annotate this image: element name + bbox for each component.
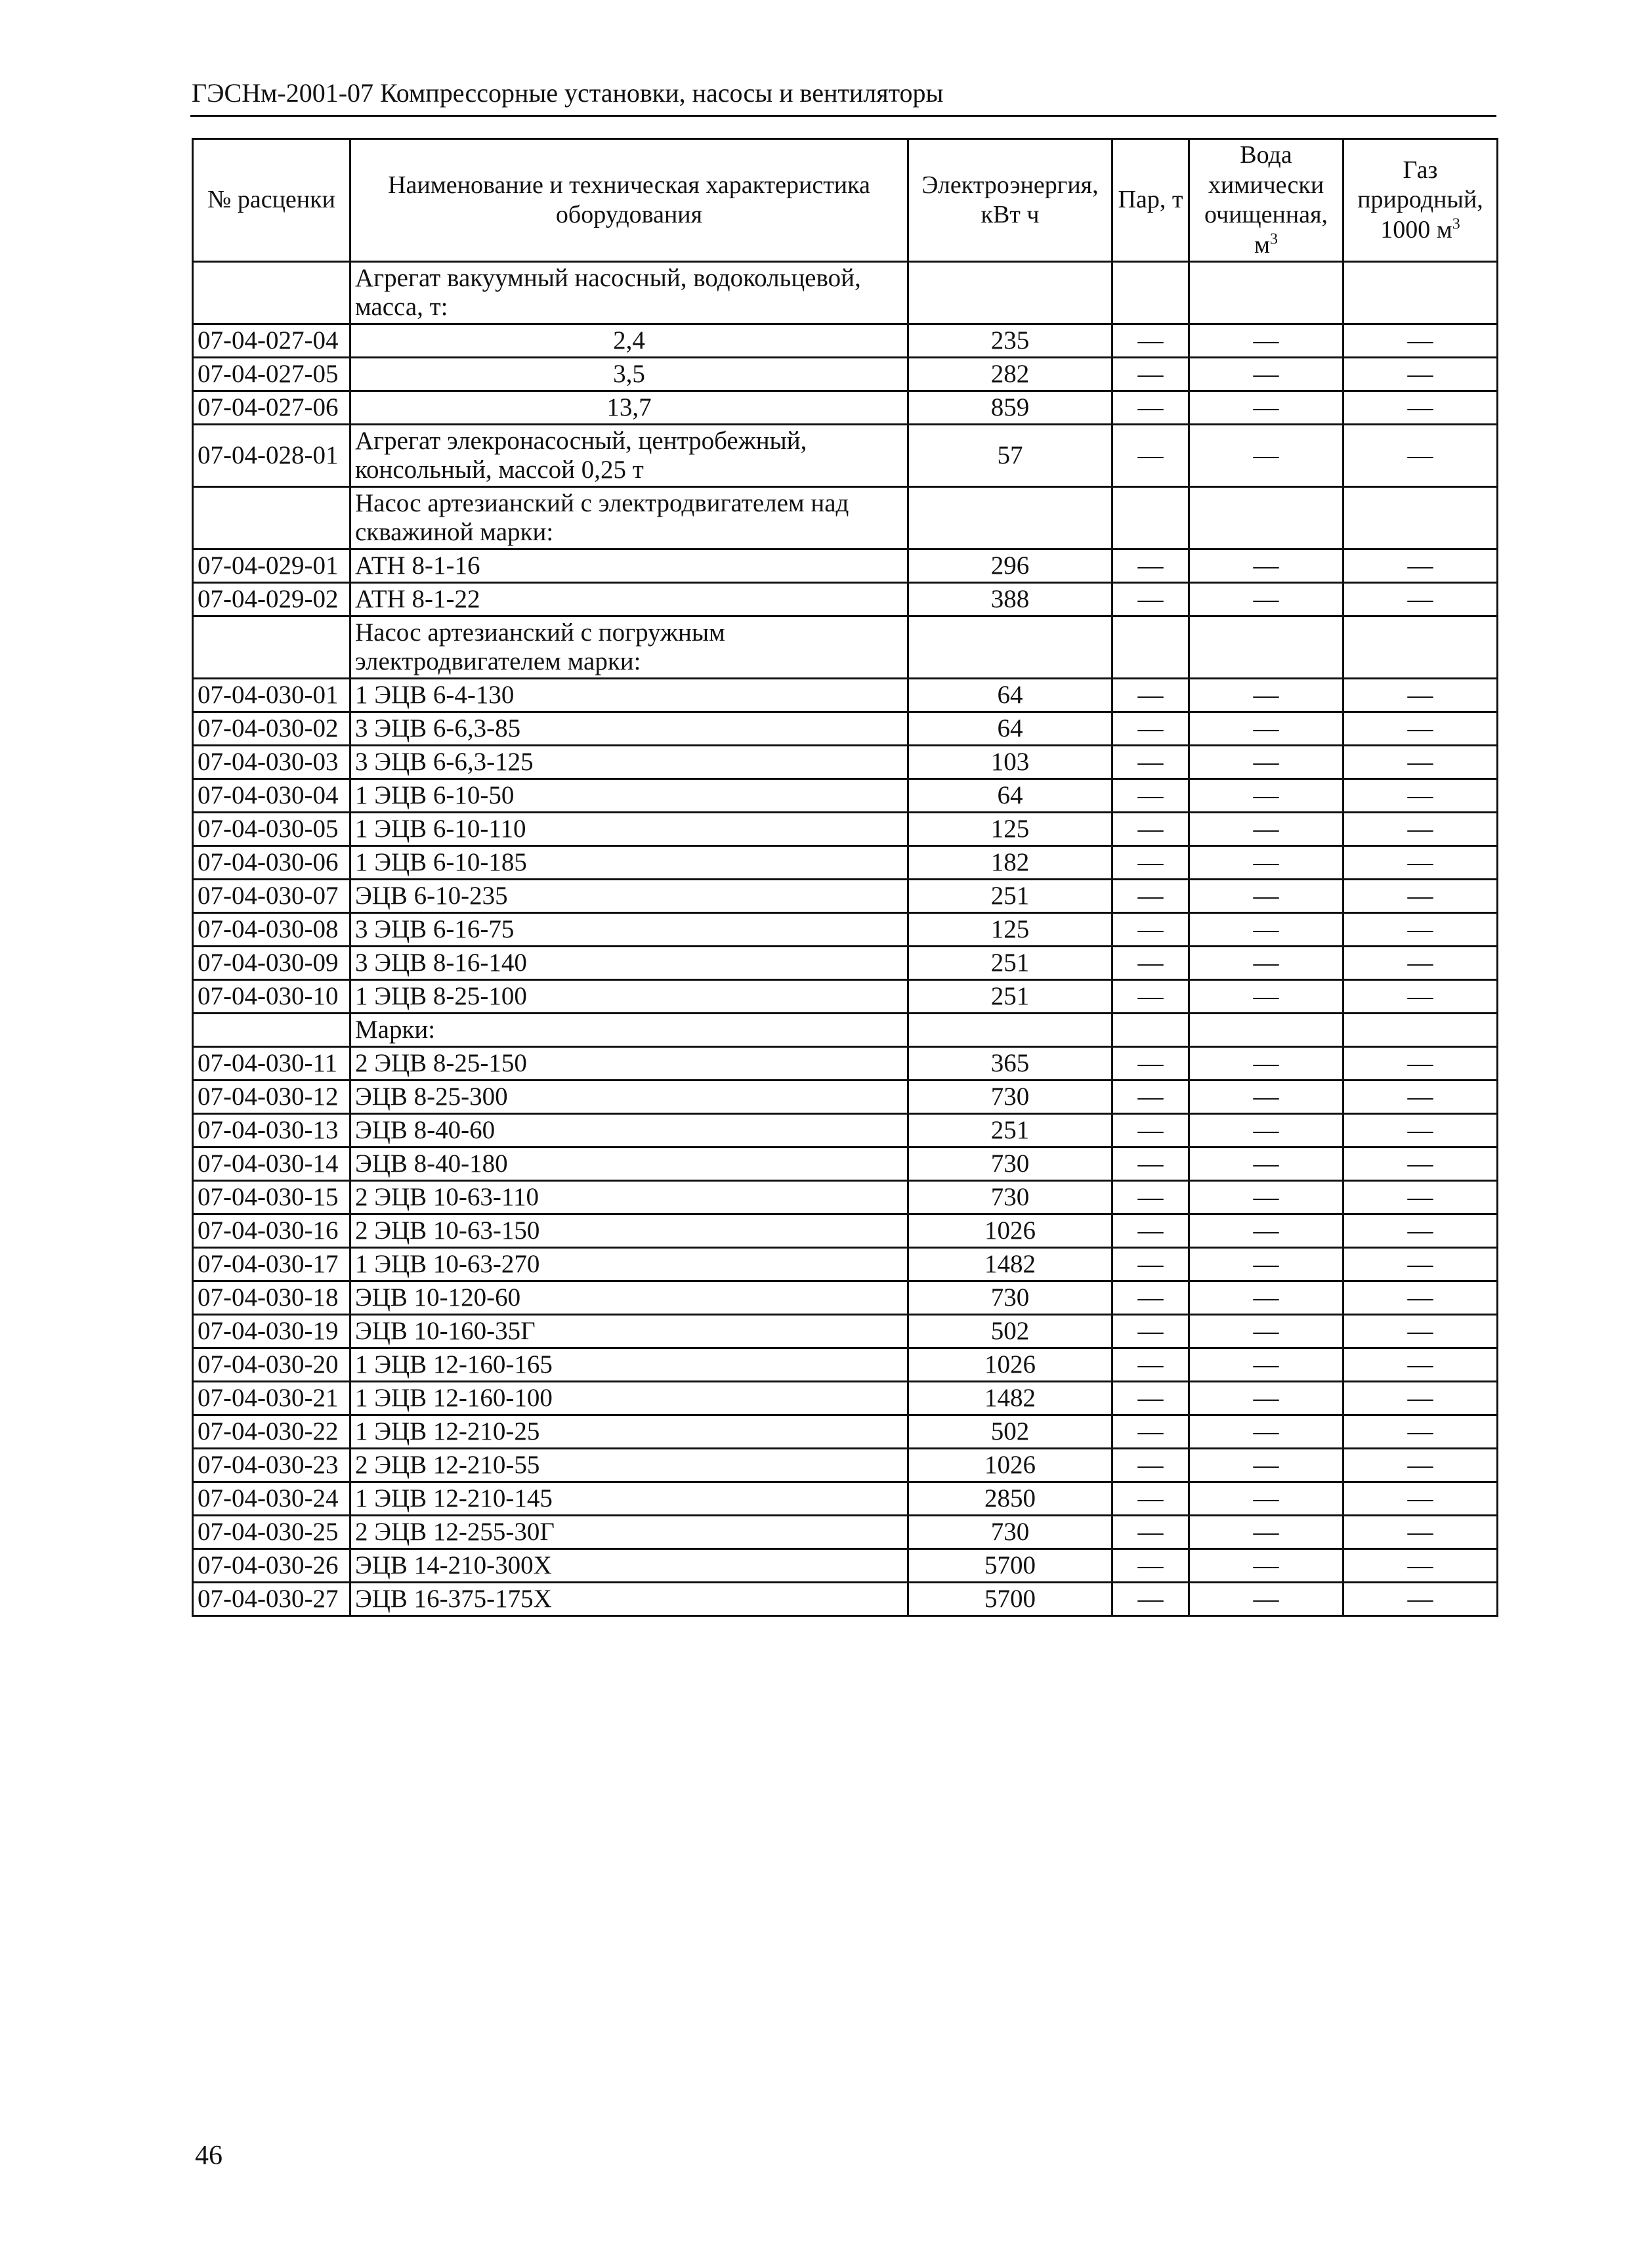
cell-gas: —: [1343, 1147, 1498, 1181]
cell-electricity: 502: [908, 1315, 1112, 1348]
cell-gas: —: [1343, 1248, 1498, 1281]
cell-name: 1 ЭЦВ 6-10-50: [350, 779, 908, 813]
cell-name: 1 ЭЦВ 8-25-100: [350, 980, 908, 1014]
col-header-code: № расценки: [193, 139, 350, 262]
cell-steam: —: [1112, 1047, 1189, 1081]
table-row: [193, 391, 1498, 425]
cell-gas: —: [1343, 324, 1498, 358]
cell-steam: —: [1112, 1348, 1189, 1382]
table-row: [193, 846, 1498, 880]
table-row: [193, 679, 1498, 712]
cell-water: —: [1189, 813, 1343, 846]
cell-electricity: 182: [908, 846, 1112, 880]
cell-name: 1 ЭЦВ 12-210-145: [350, 1482, 908, 1516]
cell-gas: —: [1343, 1114, 1498, 1147]
cell-electricity: 5700: [908, 1549, 1112, 1583]
cell-name: 2 ЭЦВ 12-210-55: [350, 1449, 908, 1482]
cell-water: —: [1189, 846, 1343, 880]
cell-code: 07-04-027-04: [193, 324, 350, 358]
cell-steam: [1112, 487, 1189, 549]
cell-code: 07-04-030-25: [193, 1516, 350, 1549]
cell-water: —: [1189, 679, 1343, 712]
cell-steam: —: [1112, 583, 1189, 616]
cell-water: —: [1189, 1081, 1343, 1114]
table-row: [193, 980, 1498, 1014]
table-row: [193, 1248, 1498, 1281]
cell-electricity: 1482: [908, 1382, 1112, 1415]
cell-gas: —: [1343, 1516, 1498, 1549]
cell-gas: —: [1343, 846, 1498, 880]
cell-water: —: [1189, 1281, 1343, 1315]
table-row: [193, 746, 1498, 779]
cell-water: —: [1189, 391, 1343, 425]
cell-code: 07-04-030-05: [193, 813, 350, 846]
cell-steam: —: [1112, 1382, 1189, 1415]
cell-code: 07-04-030-27: [193, 1583, 350, 1616]
cell-steam: —: [1112, 746, 1189, 779]
cell-water: —: [1189, 1415, 1343, 1449]
cell-gas: —: [1343, 1415, 1498, 1449]
cell-code: [193, 487, 350, 549]
cell-water: —: [1189, 1047, 1343, 1081]
cell-code: 07-04-030-03: [193, 746, 350, 779]
col-header-electricity: Электроэнергия, кВт ч: [908, 139, 1112, 262]
cell-electricity: 365: [908, 1047, 1112, 1081]
cell-code: 07-04-030-04: [193, 779, 350, 813]
cell-code: 07-04-030-15: [193, 1181, 350, 1214]
cell-water: —: [1189, 1449, 1343, 1482]
cell-code: 07-04-030-02: [193, 712, 350, 746]
cell-steam: —: [1112, 1114, 1189, 1147]
cell-steam: —: [1112, 779, 1189, 813]
cell-code: 07-04-030-23: [193, 1449, 350, 1482]
cell-name: ЭЦВ 6-10-235: [350, 880, 908, 913]
cell-steam: —: [1112, 947, 1189, 980]
cell-name: 3 ЭЦВ 8-16-140: [350, 947, 908, 980]
cell-name: 2 ЭЦВ 10-63-110: [350, 1181, 908, 1214]
cell-code: 07-04-030-22: [193, 1415, 350, 1449]
table-row: [193, 1147, 1498, 1181]
cell-name: Марки:: [350, 1014, 908, 1047]
cell-steam: —: [1112, 880, 1189, 913]
cell-water: —: [1189, 980, 1343, 1014]
table-row: [193, 1315, 1498, 1348]
cell-code: 07-04-030-17: [193, 1248, 350, 1281]
cell-electricity: 502: [908, 1415, 1112, 1449]
cell-steam: —: [1112, 1583, 1189, 1616]
cell-steam: —: [1112, 358, 1189, 391]
cell-steam: —: [1112, 1315, 1189, 1348]
cell-name: 3 ЭЦВ 6-6,3-85: [350, 712, 908, 746]
table-row: [193, 1081, 1498, 1114]
cell-water: —: [1189, 746, 1343, 779]
cell-water: [1189, 616, 1343, 679]
cell-gas: —: [1343, 913, 1498, 947]
cell-steam: —: [1112, 1516, 1189, 1549]
cell-electricity: 388: [908, 583, 1112, 616]
cell-name: ЭЦВ 8-40-180: [350, 1147, 908, 1181]
cell-gas: [1343, 487, 1498, 549]
cell-name: 1 ЭЦВ 10-63-270: [350, 1248, 908, 1281]
cell-electricity: 251: [908, 1114, 1112, 1147]
cell-electricity: 103: [908, 746, 1112, 779]
cell-name: 1 ЭЦВ 12-210-25: [350, 1415, 908, 1449]
cell-water: —: [1189, 1549, 1343, 1583]
table-row: [193, 1281, 1498, 1315]
cell-steam: —: [1112, 1281, 1189, 1315]
cell-name: 1 ЭЦВ 12-160-100: [350, 1382, 908, 1415]
table-row: [193, 1415, 1498, 1449]
cell-gas: —: [1343, 1081, 1498, 1114]
cell-electricity: 64: [908, 712, 1112, 746]
cell-water: —: [1189, 1348, 1343, 1382]
cell-steam: —: [1112, 1147, 1189, 1181]
table-row: [193, 1014, 1498, 1047]
cell-water: —: [1189, 1147, 1343, 1181]
cell-gas: —: [1343, 1549, 1498, 1583]
cell-gas: —: [1343, 425, 1498, 487]
page-header-title: ГЭСНм-2001-07 Компрессорные установки, насосы и вентиляторы: [192, 78, 944, 108]
table-row: [193, 1583, 1498, 1616]
table-row: [193, 487, 1498, 549]
cell-name: ЭЦВ 8-25-300: [350, 1081, 908, 1114]
cell-name: Насос артезианский с погружным электродвигателем марки:: [350, 616, 908, 679]
cell-gas: —: [1343, 583, 1498, 616]
cell-steam: —: [1112, 1081, 1189, 1114]
cell-steam: —: [1112, 324, 1189, 358]
cell-code: 07-04-030-06: [193, 846, 350, 880]
cell-steam: —: [1112, 980, 1189, 1014]
cell-steam: —: [1112, 549, 1189, 583]
cell-gas: —: [1343, 980, 1498, 1014]
table-row: [193, 1214, 1498, 1248]
cell-gas: —: [1343, 1348, 1498, 1382]
table-row: [193, 1047, 1498, 1081]
cell-steam: —: [1112, 679, 1189, 712]
table-row: [193, 779, 1498, 813]
table-row: [193, 712, 1498, 746]
cell-water: —: [1189, 1315, 1343, 1348]
table-row: [193, 1114, 1498, 1147]
cell-code: [193, 616, 350, 679]
cell-electricity: 1482: [908, 1248, 1112, 1281]
cell-steam: —: [1112, 1415, 1189, 1449]
cell-steam: —: [1112, 1248, 1189, 1281]
cell-electricity: 859: [908, 391, 1112, 425]
cell-gas: —: [1343, 679, 1498, 712]
table-header: [193, 139, 1498, 262]
cell-electricity: 730: [908, 1181, 1112, 1214]
cell-code: 07-04-030-07: [193, 880, 350, 913]
cell-code: 07-04-027-05: [193, 358, 350, 391]
cell-electricity: 1026: [908, 1348, 1112, 1382]
cell-electricity: 125: [908, 813, 1112, 846]
cell-code: 07-04-030-24: [193, 1482, 350, 1516]
cell-electricity: [908, 1014, 1112, 1047]
cell-name: 1 ЭЦВ 12-160-165: [350, 1348, 908, 1382]
cell-water: —: [1189, 947, 1343, 980]
cell-gas: —: [1343, 1482, 1498, 1516]
cell-steam: —: [1112, 813, 1189, 846]
cell-name: 2,4: [350, 324, 908, 358]
cell-electricity: [908, 262, 1112, 324]
cell-electricity: 1026: [908, 1214, 1112, 1248]
cell-code: 07-04-030-26: [193, 1549, 350, 1583]
table-row: [193, 549, 1498, 583]
cell-water: —: [1189, 324, 1343, 358]
cell-steam: —: [1112, 425, 1189, 487]
cell-electricity: 64: [908, 779, 1112, 813]
cell-gas: [1343, 262, 1498, 324]
cell-electricity: 2850: [908, 1482, 1112, 1516]
cell-electricity: 730: [908, 1147, 1112, 1181]
cell-name: ЭЦВ 16-375-175Х: [350, 1583, 908, 1616]
cell-water: —: [1189, 1382, 1343, 1415]
cell-name: 1 ЭЦВ 6-10-185: [350, 846, 908, 880]
cell-water: —: [1189, 1482, 1343, 1516]
table-row: [193, 324, 1498, 358]
cell-gas: —: [1343, 1583, 1498, 1616]
col-header-steam: Пар, т: [1112, 139, 1189, 262]
cell-electricity: [908, 616, 1112, 679]
cell-gas: —: [1343, 1181, 1498, 1214]
cell-name: 2 ЭЦВ 12-255-30Г: [350, 1516, 908, 1549]
cell-steam: —: [1112, 1449, 1189, 1482]
cell-water: —: [1189, 1516, 1343, 1549]
cell-gas: —: [1343, 880, 1498, 913]
cell-gas: —: [1343, 1047, 1498, 1081]
cell-water: [1189, 487, 1343, 549]
cell-water: —: [1189, 425, 1343, 487]
table-body: [193, 262, 1498, 1616]
cell-code: 07-04-030-19: [193, 1315, 350, 1348]
cell-name: Агрегат элекронасосный, центробежный, консольный, массой 0,25 т: [350, 425, 908, 487]
cell-water: —: [1189, 583, 1343, 616]
cell-gas: [1343, 616, 1498, 679]
table-row: [193, 1482, 1498, 1516]
cell-electricity: 730: [908, 1081, 1112, 1114]
cell-water: —: [1189, 712, 1343, 746]
cell-name: АТН 8-1-22: [350, 583, 908, 616]
cell-name: 3,5: [350, 358, 908, 391]
cell-code: 07-04-030-01: [193, 679, 350, 712]
table-row: [193, 1449, 1498, 1482]
cell-steam: [1112, 616, 1189, 679]
cell-electricity: 125: [908, 913, 1112, 947]
cell-code: 07-04-030-14: [193, 1147, 350, 1181]
cell-code: 07-04-030-12: [193, 1081, 350, 1114]
cell-gas: —: [1343, 947, 1498, 980]
cell-gas: —: [1343, 813, 1498, 846]
resource-norms-table: [192, 138, 1498, 1617]
cell-electricity: 64: [908, 679, 1112, 712]
page-number: 46: [195, 2141, 222, 2171]
table-row: [193, 1181, 1498, 1214]
cell-gas: —: [1343, 712, 1498, 746]
cell-name: АТН 8-1-16: [350, 549, 908, 583]
cell-gas: —: [1343, 549, 1498, 583]
cell-electricity: [908, 487, 1112, 549]
table-row: [193, 913, 1498, 947]
cell-code: [193, 262, 350, 324]
cell-steam: —: [1112, 846, 1189, 880]
table-row: [193, 358, 1498, 391]
cell-water: —: [1189, 1181, 1343, 1214]
cell-code: 07-04-028-01: [193, 425, 350, 487]
cell-water: [1189, 1014, 1343, 1047]
cell-electricity: 251: [908, 880, 1112, 913]
cell-electricity: 251: [908, 980, 1112, 1014]
cell-water: —: [1189, 1214, 1343, 1248]
table-row: [193, 1516, 1498, 1549]
cell-gas: —: [1343, 746, 1498, 779]
cell-name: 3 ЭЦВ 6-16-75: [350, 913, 908, 947]
cell-water: —: [1189, 913, 1343, 947]
table-row: [193, 425, 1498, 487]
cell-name: ЭЦВ 8-40-60: [350, 1114, 908, 1147]
cell-steam: —: [1112, 1549, 1189, 1583]
col-header-gas: Газ природный, 1000 $м^3$: [1343, 139, 1498, 262]
cell-water: —: [1189, 1583, 1343, 1616]
cell-electricity: 251: [908, 947, 1112, 980]
cell-name: Агрегат вакуумный насосный, водокольцевой, масса, т:: [350, 262, 908, 324]
cell-code: 07-04-027-06: [193, 391, 350, 425]
cell-steam: —: [1112, 913, 1189, 947]
cell-electricity: 282: [908, 358, 1112, 391]
cell-gas: —: [1343, 1382, 1498, 1415]
cell-steam: [1112, 1014, 1189, 1047]
cell-name: 1 ЭЦВ 6-4-130: [350, 679, 908, 712]
cell-name: 2 ЭЦВ 10-63-150: [350, 1214, 908, 1248]
cell-electricity: 1026: [908, 1449, 1112, 1482]
table-row: [193, 1348, 1498, 1382]
cell-steam: —: [1112, 1482, 1189, 1516]
cell-name: ЭЦВ 10-160-35Г: [350, 1315, 908, 1348]
cell-code: 07-04-030-20: [193, 1348, 350, 1382]
cell-gas: —: [1343, 358, 1498, 391]
cell-steam: —: [1112, 391, 1189, 425]
table-row: [193, 583, 1498, 616]
table-row: [193, 1549, 1498, 1583]
cell-steam: —: [1112, 1181, 1189, 1214]
table-row: [193, 813, 1498, 846]
table-row: [193, 880, 1498, 913]
cell-gas: —: [1343, 1214, 1498, 1248]
cell-water: [1189, 262, 1343, 324]
cell-name: ЭЦВ 14-210-300Х: [350, 1549, 908, 1583]
cell-water: —: [1189, 1248, 1343, 1281]
cell-steam: —: [1112, 712, 1189, 746]
cell-water: —: [1189, 358, 1343, 391]
cell-electricity: 730: [908, 1281, 1112, 1315]
cell-code: 07-04-029-02: [193, 583, 350, 616]
table-row: [193, 1382, 1498, 1415]
cell-code: 07-04-030-21: [193, 1382, 350, 1415]
cell-water: —: [1189, 779, 1343, 813]
cell-code: 07-04-030-10: [193, 980, 350, 1014]
cell-steam: —: [1112, 1214, 1189, 1248]
cell-code: [193, 1014, 350, 1047]
cell-name: 1 ЭЦВ 6-10-110: [350, 813, 908, 846]
cell-electricity: 57: [908, 425, 1112, 487]
cell-code: 07-04-030-16: [193, 1214, 350, 1248]
cell-gas: —: [1343, 1315, 1498, 1348]
cell-name: 13,7: [350, 391, 908, 425]
cell-code: 07-04-030-11: [193, 1047, 350, 1081]
cell-electricity: 730: [908, 1516, 1112, 1549]
cell-code: 07-04-030-18: [193, 1281, 350, 1315]
table-row: [193, 947, 1498, 980]
cell-name: 2 ЭЦВ 8-25-150: [350, 1047, 908, 1081]
cell-water: —: [1189, 549, 1343, 583]
cell-name: ЭЦВ 10-120-60: [350, 1281, 908, 1315]
table-row: [193, 616, 1498, 679]
cell-code: 07-04-030-08: [193, 913, 350, 947]
cell-water: —: [1189, 1114, 1343, 1147]
cell-electricity: 296: [908, 549, 1112, 583]
cell-gas: —: [1343, 1449, 1498, 1482]
cell-code: 07-04-029-01: [193, 549, 350, 583]
cell-name: Насос артезианский с электродвигателем над скважиной марки:: [350, 487, 908, 549]
cell-steam: [1112, 262, 1189, 324]
cell-name: 3 ЭЦВ 6-6,3-125: [350, 746, 908, 779]
col-header-water: Вода химически очищенная, $м^3$: [1189, 139, 1343, 262]
cell-gas: —: [1343, 391, 1498, 425]
cell-water: —: [1189, 880, 1343, 913]
col-header-name: Наименование и техническая характеристика оборудования: [350, 139, 908, 262]
header-rule: [190, 115, 1496, 117]
cell-electricity: 235: [908, 324, 1112, 358]
cell-gas: [1343, 1014, 1498, 1047]
table-row: [193, 262, 1498, 324]
cell-gas: —: [1343, 779, 1498, 813]
cell-code: 07-04-030-13: [193, 1114, 350, 1147]
cell-electricity: 5700: [908, 1583, 1112, 1616]
cell-code: 07-04-030-09: [193, 947, 350, 980]
cell-gas: —: [1343, 1281, 1498, 1315]
